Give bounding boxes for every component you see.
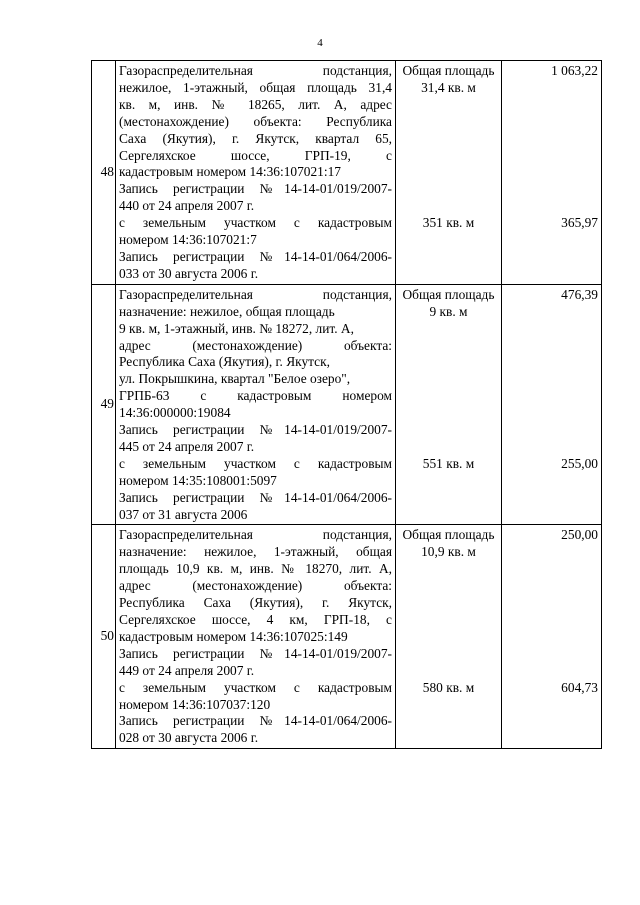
row-number: 48 [92, 61, 116, 285]
value-line [504, 97, 598, 114]
description-line: Запись регистрации №14-14-01/019/2007- [119, 645, 392, 661]
description-line: кадастровым номером 14:36:107021:17 [119, 164, 341, 180]
value-line [504, 181, 598, 198]
value-line [504, 164, 598, 181]
table-row [92, 61, 602, 285]
description-line: 14:36:000000:19084 [119, 405, 231, 421]
value-line [504, 646, 598, 663]
area-line [398, 578, 499, 595]
value-line [504, 422, 598, 439]
description-line: 445 от 24 апреля 2007 г. [119, 438, 255, 454]
value-line [504, 439, 598, 456]
description-line: Запись регистрации №14-14-01/064/2006- [119, 713, 392, 729]
description-line: Запись регистрации №14-14-01/019/2007- [119, 422, 392, 438]
value-line [504, 114, 598, 131]
area-line: 9 кв. м [429, 303, 468, 319]
area-line [398, 388, 499, 405]
object-value [502, 525, 602, 749]
value-line [504, 578, 598, 595]
area-line [398, 646, 499, 663]
description-line: Сергеляхское шоссе, ГРП-19, с [119, 147, 392, 163]
object-area [396, 284, 502, 525]
area-line: 351 кв. м [422, 215, 475, 231]
description-line: (местонахождение) объекта: Республика [119, 113, 392, 129]
value-line [504, 405, 598, 422]
area-line: 580 кв. м [422, 679, 475, 695]
area-line: 31,4 кв. м [421, 79, 476, 95]
description-line: 033 от 30 августа 2006 г. [119, 265, 259, 281]
area-line [398, 198, 499, 215]
table-row [92, 284, 602, 525]
description-line: с земельным участком с кадастровым [119, 679, 392, 695]
area-line: Общая площадь [402, 286, 495, 302]
value-line: 1 063,22 [551, 63, 598, 78]
description-line: кадастровым номером 14:36:107025:149 [119, 628, 348, 644]
description-line: нежилое, 1-этажный, общая площадь 31,4 [119, 79, 392, 95]
description-line: 449 от 24 апреля 2007 г. [119, 662, 255, 678]
value-line [504, 544, 598, 561]
description-line: Республика Саха (Якутия), г. Якутск, [119, 354, 330, 370]
row-number: 49 [92, 284, 116, 525]
description-line: номером 14:35:108001:5097 [119, 472, 277, 488]
value-line [504, 371, 598, 388]
object-value [502, 284, 602, 525]
description-line: Запись регистрации №14-14-01/064/2006- [119, 489, 392, 505]
description-line: Газораспределительная подстанция, [119, 63, 392, 78]
description-line: с земельным участком с кадастровым [119, 215, 392, 231]
area-line [398, 371, 499, 388]
area-line [398, 595, 499, 612]
description-line: номером 14:36:107037:120 [119, 696, 271, 712]
area-line [398, 337, 499, 354]
description-line: Запись регистрации №14-14-01/064/2006- [119, 248, 392, 264]
value-line [504, 629, 598, 646]
object-value [502, 61, 602, 285]
description-line: Газораспределительная подстанция, [119, 286, 392, 302]
description-line: 028 от 30 августа 2006 г. [119, 730, 259, 746]
area-line [398, 97, 499, 114]
area-line [398, 439, 499, 456]
page-number: 4 [317, 37, 323, 49]
value-line [504, 198, 598, 215]
description-line: ГРПБ-63 с кадастровым номером [119, 388, 392, 404]
property-registry-table [91, 60, 602, 749]
area-line [398, 629, 499, 646]
value-line [504, 321, 598, 338]
object-area [396, 525, 502, 749]
description-line: номером 14:36:107021:7 [119, 232, 257, 248]
object-description [116, 525, 396, 749]
area-line [398, 321, 499, 338]
row-number: 50 [92, 525, 116, 749]
area-line [398, 561, 499, 578]
description-line: Саха (Якутия), г. Якутск, квартал 65, [119, 130, 392, 146]
value-line: 250,00 [561, 527, 598, 543]
value-line: 365,97 [561, 215, 598, 231]
area-line: Общая площадь [402, 527, 495, 543]
area-line [398, 114, 499, 131]
value-line [504, 388, 598, 405]
value-line [504, 147, 598, 164]
description-line: площадь 10,9 кв. м, инв. № 18270, лит. А, [119, 561, 392, 577]
area-line [398, 422, 499, 439]
area-line: Общая площадь [402, 63, 495, 78]
area-line [398, 612, 499, 629]
value-line: 604,73 [561, 679, 598, 695]
description-line: ул. Покрышкина, квартал "Белое озеро", [119, 371, 351, 387]
description-line: Республика Саха (Якутия), г. Якутск, [119, 595, 392, 611]
area-line: 10,9 кв. м [421, 544, 476, 560]
value-line: 255,00 [561, 455, 598, 471]
value-line [504, 131, 598, 148]
description-line: 037 от 31 августа 2006 [119, 506, 248, 522]
description-line: Запись регистрации №14-14-01/019/2007- [119, 181, 392, 197]
description-line: назначение: нежилое, общая площадь [119, 303, 335, 319]
value-line [504, 595, 598, 612]
value-line [504, 337, 598, 354]
value-line [504, 304, 598, 321]
description-line: назначение: нежилое, 1-этажный, общая [119, 544, 392, 560]
table-row [92, 525, 602, 749]
description-line: с земельным участком с кадастровым [119, 455, 392, 471]
area-line [398, 663, 499, 680]
value-line [504, 80, 598, 97]
object-area [396, 61, 502, 285]
registry-table-body [92, 61, 602, 749]
description-line: Газораспределительная подстанция, [119, 527, 392, 543]
description-line: адрес (местонахождение) объекта: [119, 337, 392, 353]
value-line: 476,39 [561, 286, 598, 302]
area-line [398, 181, 499, 198]
description-line: Сергеляхское шоссе, 4 км, ГРП-18, с [119, 612, 392, 627]
object-description [116, 61, 396, 285]
area-line [398, 147, 499, 164]
description-line: 440 от 24 апреля 2007 г. [119, 198, 255, 214]
description-line: 9 кв. м, 1-этажный, инв. № 18272, лит. А, [119, 320, 354, 336]
value-line [504, 354, 598, 371]
area-line: 551 кв. м [422, 455, 475, 471]
object-description [116, 284, 396, 525]
area-line [398, 405, 499, 422]
area-line [398, 131, 499, 148]
value-line [504, 561, 598, 578]
value-line [504, 612, 598, 629]
area-line [398, 164, 499, 181]
area-line [398, 354, 499, 371]
description-line: адрес (местонахождение) объекта: [119, 578, 392, 594]
value-line [504, 663, 598, 680]
description-line: кв. м, инв. № 18265, лит. А, адрес [119, 96, 392, 112]
